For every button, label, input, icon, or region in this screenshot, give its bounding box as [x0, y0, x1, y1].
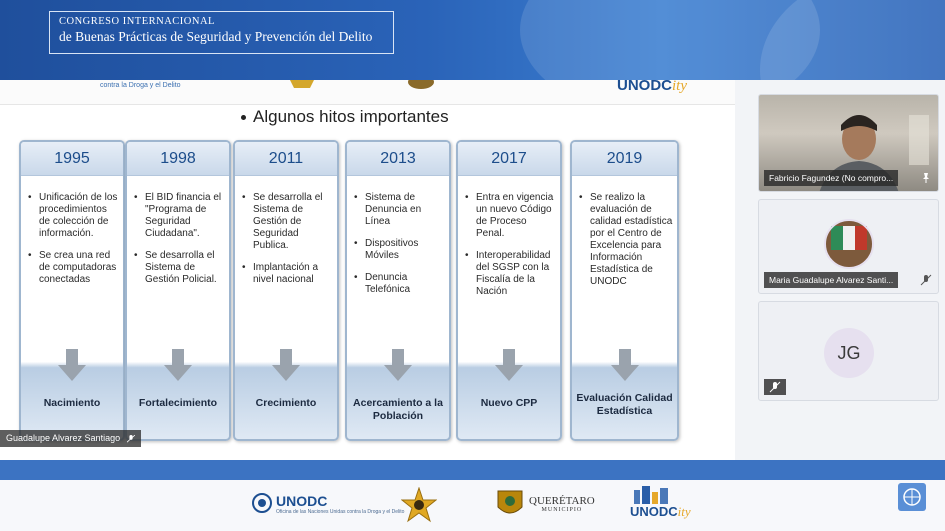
slide-heading-text: Algunos hitos importantes: [253, 107, 449, 126]
milestone-year: 2017: [458, 142, 560, 176]
city-skyline-icon: [632, 484, 672, 504]
slide-logo-caption: contra la Droga y el Delito: [100, 82, 181, 89]
bullet-icon: [241, 115, 246, 120]
police-star-icon: [401, 487, 437, 523]
down-arrow-icon: [272, 349, 300, 381]
down-arrow-icon: [495, 349, 523, 381]
slide-bottom-bar: [0, 460, 945, 480]
milestone-point: • Entra en vigencia un nuevo Código de Proceso Penal.: [465, 192, 556, 240]
footer-unodcity-suffix: ity: [677, 504, 691, 519]
milestone-card: [456, 140, 562, 441]
footer-queretaro-subtitle: MUNICIPIO: [541, 507, 583, 513]
milestone-point: • Se desarrolla el Sistema de Gestión de Seguridad Publica.: [242, 192, 333, 252]
milestone-points: [242, 192, 333, 296]
participant-tile-1[interactable]: [758, 94, 939, 192]
milestone-year: 2011: [235, 142, 337, 176]
milestone-label: Nuevo CPP: [480, 397, 538, 409]
milestone-point: • El BID financia el "Programa de Seguridad Ciudadana".: [134, 192, 225, 240]
milestone-point: • Dispositivos Móviles: [354, 238, 445, 262]
milestone-points: [579, 192, 673, 298]
milestone-year: 2019: [572, 142, 677, 176]
milestone-year: 2013: [347, 142, 449, 176]
participant-name-tag-1: Fabricio Fagundez (No compro...: [764, 170, 898, 186]
top-banner: [0, 0, 945, 80]
milestone-card: [345, 140, 451, 441]
un-emblem-corner-icon: [898, 483, 926, 511]
milestone-year: 1998: [127, 142, 229, 176]
participant-name-tag-2: Maria Guadalupe Alvarez Santi...: [764, 272, 898, 288]
participant-tile-3[interactable]: [758, 301, 939, 401]
milestone-card: [125, 140, 231, 441]
milestone-points: [134, 192, 225, 296]
footer-unodc-text: UNODC: [276, 493, 328, 509]
slide-unodcity-suffix: ity: [672, 78, 687, 94]
down-arrow-icon: [58, 349, 86, 381]
milestone-card: [570, 140, 679, 441]
milestone-label: Crecimiento: [255, 397, 317, 409]
down-arrow-icon: [164, 349, 192, 381]
participant-tile-2[interactable]: [758, 199, 939, 294]
star-logo-icon: [282, 80, 322, 94]
footer-queretaro-logo: [529, 495, 595, 513]
mic-off-icon: [920, 274, 932, 286]
congress-title-line1: CONGRESO INTERNACIONAL: [59, 16, 215, 27]
down-arrow-icon: [611, 349, 639, 381]
mic-off-icon: [764, 379, 786, 395]
milestone-point: • Se desarrolla el Sistema de Gestión Policial.: [134, 250, 225, 286]
milestone-point: • Se realizo la evaluación de calidad estadística por el Centro de Excelencia para Información Estadística de UNODC: [579, 192, 673, 288]
milestone-point: • Unificación de los procedimientos de colección de información.: [28, 192, 119, 240]
milestone-label: Nacimiento: [43, 397, 101, 409]
milestone-label: Evaluación Calidad Estadística: [576, 392, 673, 417]
congress-title-line2: de Buenas Prácticas de Seguridad y Prevención del Delito: [59, 29, 373, 44]
footer-unodcity-logo: [630, 504, 691, 520]
milestone-card: [233, 140, 339, 441]
milestone-point: • Sistema de Denuncia en Línea: [354, 192, 445, 228]
footer-unodc-subtitle: Oficina de las Naciones Unidas contra la Droga y el Delito: [276, 509, 405, 515]
congress-title: [49, 11, 394, 54]
milestone-points: [465, 192, 556, 308]
slide-heading: [241, 107, 449, 127]
presenter-name-tag: [0, 430, 141, 447]
milestone-point: • Denuncia Telefónica: [354, 272, 445, 296]
milestone-label: Acercamiento a la Población: [353, 397, 443, 422]
footer-unodc-logo: [276, 493, 404, 515]
footer-unodcity-brand: UNODC: [630, 504, 678, 519]
milestone-year: 1995: [21, 142, 123, 176]
crest-logo-icon: [406, 80, 436, 90]
milestone-point: • Se crea una red de computadoras conectadas: [28, 250, 119, 286]
milestone-points: [28, 192, 119, 296]
milestone-points: [354, 192, 445, 306]
milestone-point: • Interoperabilidad del SGSP con la Fiscalía de la Nación: [465, 250, 556, 298]
pin-icon[interactable]: [920, 172, 932, 184]
participant-avatar-jg: JG: [824, 328, 874, 378]
milestone-card: [19, 140, 125, 441]
un-emblem-icon: [252, 493, 272, 513]
milestone-label: Fortalecimiento: [138, 397, 218, 409]
participant-mic-tag-3: [764, 379, 786, 395]
queretaro-crest-icon: [496, 489, 524, 519]
slide-unodcity-logo: [617, 77, 687, 95]
milestone-point: • Implantación a nivel nacional: [242, 262, 333, 286]
footer-strip: [0, 480, 945, 531]
presenter-name: Guadalupe Alvarez Santiago: [6, 433, 121, 443]
footer-queretaro-text: QUERÉTARO: [529, 495, 595, 507]
slide-unodcity-brand: UNODC: [617, 77, 672, 94]
down-arrow-icon: [384, 349, 412, 381]
mic-off-icon: [127, 435, 135, 443]
